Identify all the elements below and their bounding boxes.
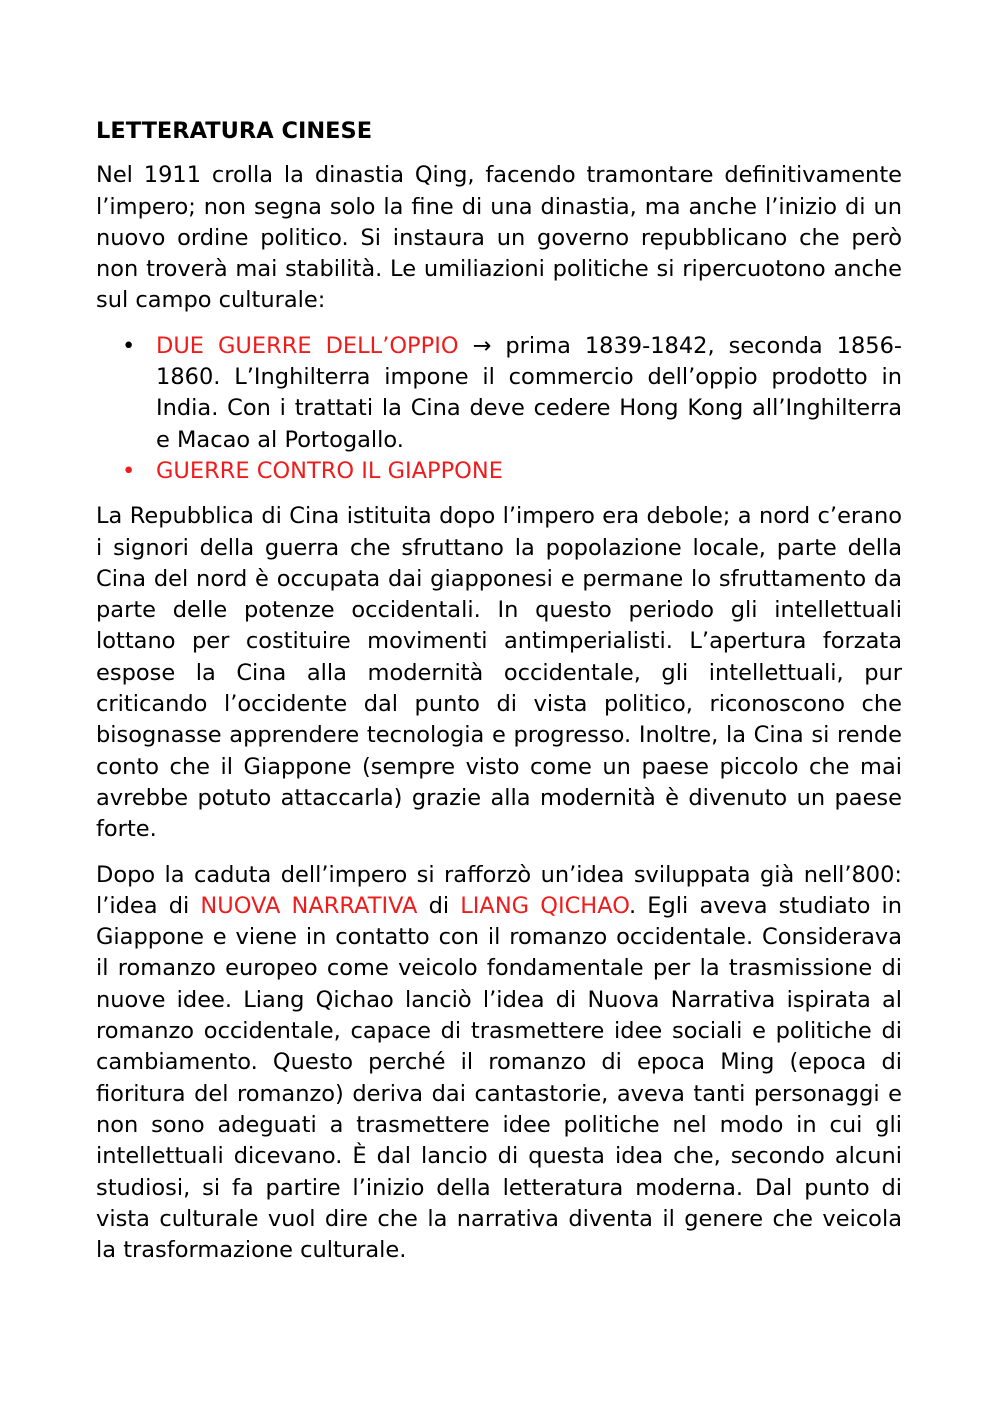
list-item (122, 331, 903, 456)
paragraph-nuova-narrativa (96, 860, 902, 1267)
highlight-liang-qichao: LIANG QICHAO (460, 892, 630, 919)
intro-paragraph: Nel 1911 crolla la dinastia Qing, facendo tramontare definitivamente l’impero; non segna solo la fine di una dinastia, ma anche l’inizio di un nuovo ordine politico. Si instaura un governo repubblicano che però non troverà mai stabilità. Le umiliazioni politiche si ripercuotono anche sul campo culturale: (96, 162, 902, 314)
paragraph-repubblica: La Repubblica di Cina istituita dopo l’impero era debole; a nord c’erano i signori della guerra che sfruttano la popolazione locale, parte della Cina del nord è occupata dai giapponesi e permane lo sfruttamento da parte delle potenze occidentali. In questo periodo gli intellettuali lottano per costituire movimenti antimperialisti. L’apertura forzata espose la Cina alla modernità occidentale, gli intellettuali, pur criticando l’occidente dal punto di vista politico, riconoscono che bisognasse apprendere tecnologia e progresso. Inoltre, la Cina si rende conto che il Giappone (sempre visto come un paese piccolo che mai avrebbe potuto attaccarla) grazie alla modernità è divenuto un paese forte. (96, 503, 902, 843)
bullet-icon: • (122, 457, 136, 484)
paragraph-text: di (417, 892, 461, 919)
bullet-text: → prima 1839-1842, seconda 1856-1860. L’Inghilterra impone il commercio dell’oppio prodotto in India. Con i trattati la Cina deve cedere Hong Kong all’Inghilterra e Macao al Portogallo. (156, 332, 903, 453)
highlight-nuova-narrativa: NUOVA NARRATIVA (200, 892, 418, 919)
paragraph-text: . Egli aveva studiato in Giappone e viene in contatto con il romanzo occidentale. Considerava il romanzo europeo come veicolo fondamentale per la trasmissione di nuove idee. Liang Qichao lanciò l’idea di Nuova Narrativa ispirata al romanzo occidentale, capace di trasmettere idee sociali e politiche di cambiamento. Questo perché il romanzo di epoca Ming (epoca di fioritura del romanzo) deriva dai cantastorie, aveva tanti personaggi e non sono adeguati a trasmettere idee politiche nel modo in cui gli intellettuali dicevano. È dal lancio di questa idea che, secondo alcuni studiosi, si fa partire l’inizio della letteratura moderna. Dal punto di vista culturale vuol dire che la narrativa diventa il genere che veicola la trasformazione culturale. (96, 892, 903, 1264)
bullet-list (96, 331, 902, 487)
document-title: LETTERATURA CINESE (96, 118, 373, 144)
list-item (122, 456, 902, 487)
bullet-highlight: GUERRE CONTRO IL GIAPPONE (156, 457, 503, 484)
paragraph-text: Dopo la caduta dell’impero si rafforzò un’idea sviluppata già nell’800: l’idea di (96, 861, 902, 919)
document-page (96, 116, 902, 1280)
bullet-highlight: DUE GUERRE DELL’OPPIO (156, 332, 459, 359)
bullet-icon: • (122, 332, 136, 359)
